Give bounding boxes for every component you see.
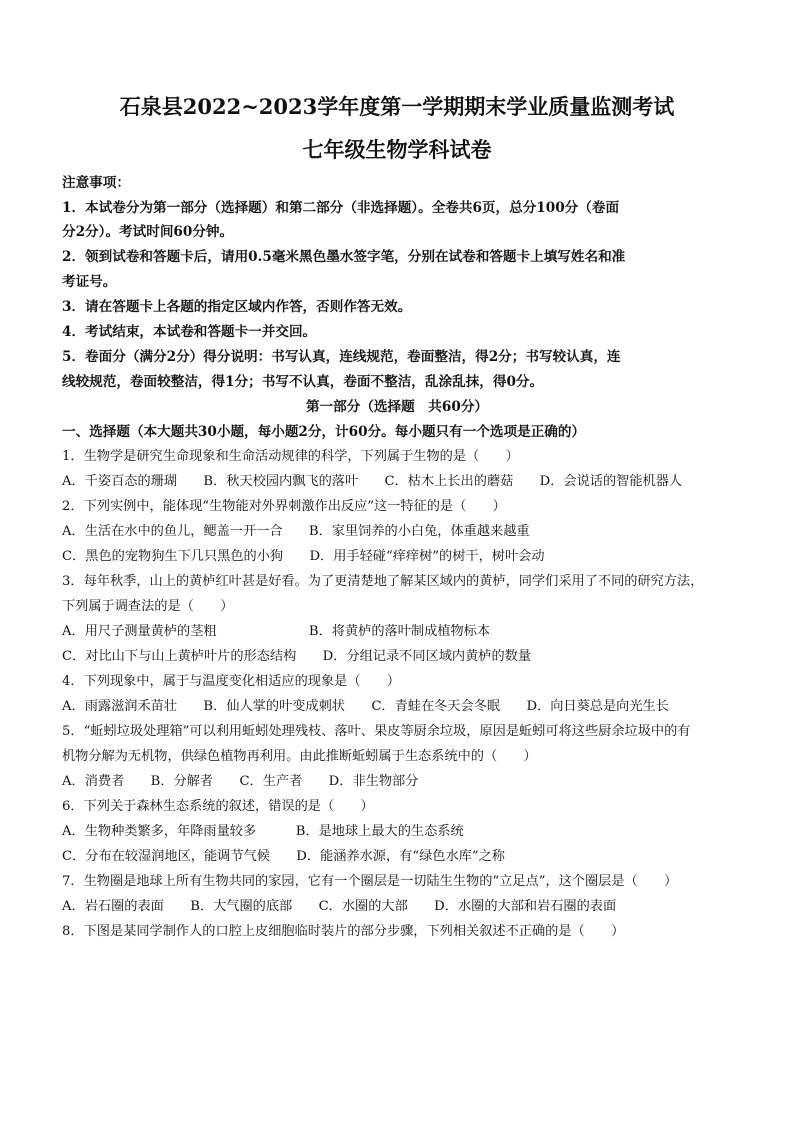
- question-5: 5．“蚯蚓垃圾处理箱”可以利用蚯蚓处理残枝、落叶、果皮等厨余垃圾，原因是蚯蚓可将这些厨余垃圾中的有: [62, 724, 691, 739]
- options-7: A．岩石圈的表面 B．大气圈的底部 C．水圈的大部 D．水圈的大部和岩石圈的表面: [62, 899, 617, 914]
- question-3: 3．每年秋季，山上的黄栌红叶甚是好看。为了更清楚地了解某区域内的黄栌，同学们采用了不同的研究方法，: [62, 574, 704, 589]
- question-8: 8．下图是某同学制作人的口腔上皮细胞临时装片的部分步骤，下列相关叙述不正确的是（ ）: [62, 924, 625, 939]
- options-4: A．雨露滋润禾苗壮 B．仙人掌的叶变成刺状 C．青蛙在冬天会冬眠 D．向日葵总是向光生长: [62, 699, 669, 714]
- question-5: 机物分解为无机物，供绿色植物再利用。由此推断蚯蚓属于生态系统中的（ ）: [62, 749, 537, 764]
- note-line: 5．卷面分（满分2分）得分说明：书写认真，连线规范，卷面整洁，得2分；书写较认真，连: [62, 349, 621, 365]
- note-line: 1．本试卷分为第一部分（选择题）和第二部分（非选择题）。全卷共6页，总分100分（卷面: [62, 200, 620, 216]
- part1-heading: 第一部分（选择题 共60分）: [305, 399, 489, 415]
- options-6: A．生物种类繁多，年降雨量较多 B．是地球上最大的生态系统: [62, 824, 464, 839]
- options-2: A．生活在水中的鱼儿，鳃盖一开一合 B．家里饲养的小白兔，体重越来越重: [62, 524, 530, 539]
- question-3: 下列属于调查法的是（ ）: [62, 599, 234, 614]
- note-line: 线较规范，卷面较整洁，得1分；书写不认真，卷面不整洁，乱涂乱抹，得0分。: [62, 374, 544, 390]
- note-line: 4．考试结束，本试卷和答题卡一并交回。: [62, 324, 317, 340]
- options-2: C．黑色的宠物狗生下几只黑色的小狗 D．用手轻碰“痒痒树”的树干，树叶会动: [62, 549, 545, 564]
- options-1: A．千姿百态的珊瑚 B．秋天校园内飘飞的落叶 C．枯木上长出的蘑菇 D．会说话的智能机器人: [62, 474, 683, 489]
- notes-heading: 注意事项：: [62, 175, 130, 191]
- options-6: C．分布在较湿润地区，能调节气候 D．能涵养水源，有“绿色水库”之称: [62, 849, 505, 864]
- question-7: 7．生物圈是地球上所有生物共同的家园，它有一个圈层是一切陆生生物的“立足点”，这个圈层是（ ）: [62, 874, 678, 889]
- question-6: 6．下列关于森林生态系统的叙述，错误的是（ ）: [62, 799, 374, 814]
- question-4: 4．下列现象中，属于与温度变化相适应的现象是（ ）: [62, 674, 401, 689]
- note-line: 考证号。: [62, 274, 117, 290]
- question-1: 1．生物学是研究生命现象和生命活动规律的科学，下列属于生物的是（ ）: [62, 449, 519, 464]
- options-3: C．对比山下与山上黄栌叶片的形态结构 D．分组记录不同区域内黄栌的数量: [62, 649, 532, 664]
- question-2: 2．下列实例中，能体现“生物能对外界刺激作出反应”这一特征的是（ ）: [62, 499, 506, 514]
- exam-subtitle: 七年级生物学科试卷: [302, 137, 492, 162]
- note-line: 2．领到试卷和答题卡后，请用0.5毫米黑色墨水签字笔，分别在试卷和答题卡上填写姓名和准: [62, 249, 626, 265]
- options-3: A．用尺子测量黄栌的茎粗 B．将黄栌的落叶制成植物标本: [62, 624, 491, 639]
- options-5: A．消费者 B．分解者 C．生产者 D．非生物部分: [62, 774, 419, 789]
- note-line: 分2分）。考试时间60分钟。: [62, 224, 234, 240]
- exam-title: 石泉县2022~2023学年度第一学期期末学业质量监测考试: [119, 94, 675, 119]
- section1-heading: 一、选择题（本大题共30小题，每小题2分，计60分。每小题只有一个选项是正确的）: [62, 424, 586, 440]
- note-line: 3．请在答题卡上各题的指定区域内作答，否则作答无效。: [62, 299, 412, 315]
